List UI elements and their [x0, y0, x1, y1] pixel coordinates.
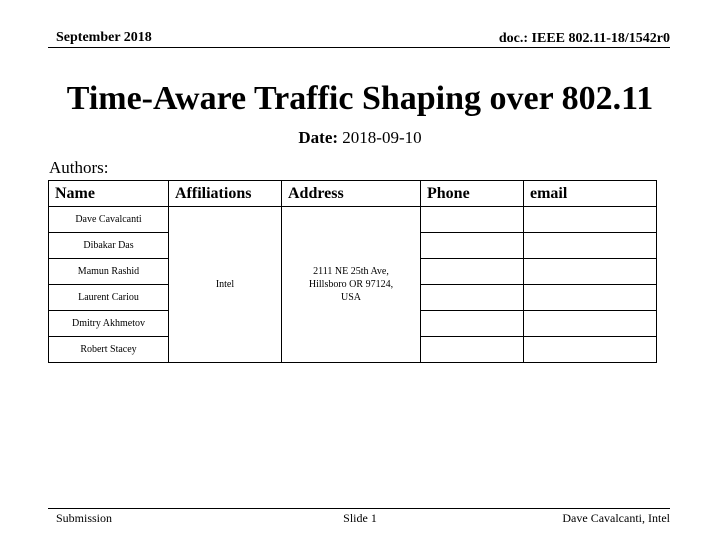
column-header-phone: Phone — [421, 181, 524, 207]
email-cell — [524, 259, 657, 285]
email-cell — [524, 285, 657, 311]
author-name: Robert Stacey — [49, 337, 169, 363]
email-cell — [524, 337, 657, 363]
author-name: Dibakar Das — [49, 233, 169, 259]
address-cell — [282, 207, 421, 363]
table-row — [49, 207, 657, 233]
authors-table — [48, 180, 657, 363]
phone-cell — [421, 311, 524, 337]
slide-title: Time-Aware Traffic Shaping over 802.11 — [66, 80, 654, 117]
author-name: Mamun Rashid — [49, 259, 169, 285]
column-header-address: Address — [282, 181, 421, 207]
header-rule — [48, 47, 670, 48]
affiliation-cell: Intel — [169, 207, 282, 363]
email-cell — [524, 311, 657, 337]
phone-cell — [421, 337, 524, 363]
email-cell — [524, 207, 657, 233]
date-label: Date: — [298, 128, 339, 147]
phone-cell — [421, 285, 524, 311]
author-name: Dmitry Akhmetov — [49, 311, 169, 337]
footer-rule — [48, 508, 670, 509]
author-name: Laurent Cariou — [49, 285, 169, 311]
author-name: Dave Cavalcanti — [49, 207, 169, 233]
header-date: September 2018 — [56, 30, 152, 45]
phone-cell — [421, 233, 524, 259]
address-line: Hillsboro OR 97124, — [308, 279, 394, 290]
footer-submission: Submission — [56, 511, 113, 525]
phone-cell — [421, 207, 524, 233]
address-line: 2111 NE 25th Ave, — [313, 266, 389, 277]
address-line: USA — [340, 292, 361, 303]
footer-slide-number: Slide 1 — [343, 511, 377, 525]
column-header-name: Name — [49, 181, 169, 207]
phone-cell — [421, 259, 524, 285]
column-header-affiliations: Affiliations — [169, 181, 282, 207]
date-line — [0, 128, 720, 148]
footer-author: Dave Cavalcanti, Intel — [562, 511, 670, 525]
column-header-email: email — [524, 181, 657, 207]
date-value: 2018-09-10 — [342, 128, 422, 147]
authors-label: Authors: — [49, 158, 109, 177]
header-doc-id: doc.: IEEE 802.11-18/1542r0 — [498, 31, 670, 46]
table-header-row — [49, 181, 657, 207]
email-cell — [524, 233, 657, 259]
